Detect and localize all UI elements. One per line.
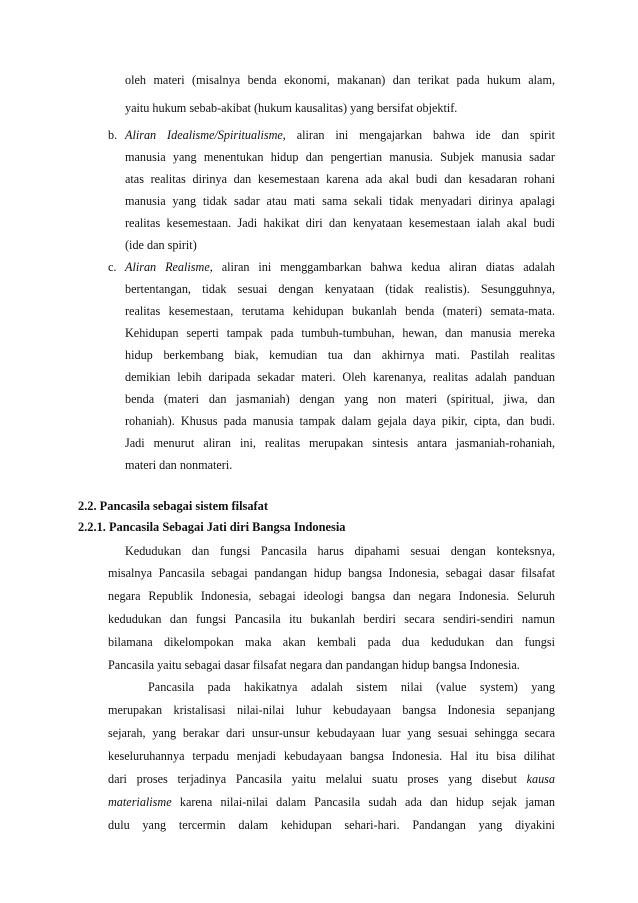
list-item-c-line: benda (materi dan jasmaniah) dengan yang non materi (spiritual, jiwa, dan — [125, 392, 555, 406]
list-item-b-line: realitas kesemestaan. Jadi hakikat diri dan kenyataan kesemestaan ialah akal budi — [125, 216, 555, 230]
paragraph-2-line: Pancasila pada hakikatnya adalah sistem nilai (value system) yang — [148, 680, 555, 694]
paragraph-2-line: keseluruhannya terpadu menjadi kebudayaan bangsa Indonesia. Hal itu bisa dilihat — [108, 749, 555, 763]
list-item-c-line: Jadi menurut aliran ini, realitas merupakan sintesis antara jasmaniah-rohaniah, — [125, 436, 555, 450]
section-heading: 2.2. Pancasila sebagai sistem filsafat — [78, 499, 268, 513]
subsection-heading: 2.2.1. Pancasila Sebagai Jati diri Bangsa Indonesia — [78, 520, 346, 534]
list-item-b-line: (ide dan spirit) — [125, 238, 197, 252]
term-materialisme: materialisme — [108, 795, 172, 809]
list-item-c-line: rohaniah). Khusus pada manusia tampak dalam gejala daya pikir, cipta, dan budi. — [125, 414, 555, 428]
paragraph-2-line: sejarah, yang berakar dari unsur-unsur kebudayaan luar yang sesuai sehingga secara — [108, 726, 555, 740]
list-marker-c: c. — [108, 260, 117, 274]
paragraph-1-line: Kedudukan dan fungsi Pancasila harus dipahami sesuai dengan konteksnya, — [125, 544, 555, 558]
list-item-c-line: bertentangan, tidak sesuai dengan kenyataan (tidak realistis). Sesungguhnya, — [125, 282, 555, 296]
paragraph-2-line6-text: karena nilai-nilai dalam Pancasila sudah ada dan hidup sejak jaman — [171, 795, 555, 809]
list-item-c-line: hidup berkembang biak, kemudian tua dan akhirnya mati. Pastilah realitas — [125, 348, 555, 362]
continuation-line-1: oleh materi (misalnya benda ekonomi, makanan) dan terikat pada hukum alam, — [125, 73, 555, 87]
paragraph-1-line: misalnya Pancasila sebagai pandangan hidup bangsa Indonesia, sebagai dasar filsafat — [108, 566, 555, 580]
list-item-c-line: Kehidupan seperti tampak pada tumbuh-tumbuhan, hewan, dan manusia mereka — [125, 326, 555, 340]
list-item-b-first-rest: aliran ini mengajarkan bahwa ide dan spirit — [285, 128, 555, 142]
paragraph-1-line: kedudukan dan fungsi Pancasila itu bukanlah berdiri secara sendiri-sendiri namun — [108, 612, 555, 626]
list-item-b-first-line — [125, 128, 555, 142]
list-item-c-first-line — [125, 260, 555, 274]
list-marker-b: b. — [108, 128, 118, 142]
list-item-c-first-rest: aliran ini menggambarkan bahwa kedua aliran diatas adalah — [212, 260, 555, 274]
paragraph-2-line — [108, 795, 555, 809]
paragraph-2-line: merupakan kristalisasi nilai-nilai luhur kebudayaan bangsa Indonesia sepanjang — [108, 703, 555, 717]
list-item-c-line: materi dan nonmateri. — [125, 458, 233, 472]
term-kausa: kausa — [526, 772, 555, 786]
list-item-b-line: manusia yang tidak sadar atau mati sama sekali tidak menyadari dirinya apalagi — [125, 194, 555, 208]
list-item-c-line: realitas kesemestaan, terutama kehidupan bukanlah benda (materi) semata-mata. — [125, 304, 555, 318]
paragraph-1-line: negara Republik Indonesia, sebagai ideologi bangsa dan negara Indonesia. Seluruh — [108, 589, 555, 603]
list-item-b-line: manusia yang menentukan hidup dan pengertian manusia. Subjek manusia sadar — [125, 150, 555, 164]
paragraph-1-line: Pancasila yaitu sebagai dasar filsafat negara dan pandangan hidup bangsa Indonesia. — [108, 658, 520, 672]
paragraph-2-line — [108, 772, 555, 786]
term-idealisme: Aliran Idealisme/Spiritualisme, — [125, 128, 286, 142]
paragraph-2-line5-text: dari proses terjadinya Pancasila yaitu melalui suatu proses yang disebut — [108, 772, 517, 786]
term-realisme: Aliran Realisme, — [125, 260, 213, 274]
list-item-c-line: demikian lebih daripada sekadar materi. Oleh karenanya, realitas adalah panduan — [125, 370, 555, 384]
list-item-b-line: atas realitas dirinya dan kesemestaan karena ada akal budi dan kesadaran rohani — [125, 172, 555, 186]
paragraph-1-line: bilamana dikelompokan maka akan kembali pada dua kedudukan dan fungsi — [108, 635, 555, 649]
continuation-line-2: yaitu hukum sebab-akibat (hukum kausalitas) yang bersifat objektif. — [125, 101, 458, 115]
paragraph-2-line: dulu yang tercermin dalam kehidupan sehari-hari. Pandangan yang diyakini — [108, 818, 555, 832]
